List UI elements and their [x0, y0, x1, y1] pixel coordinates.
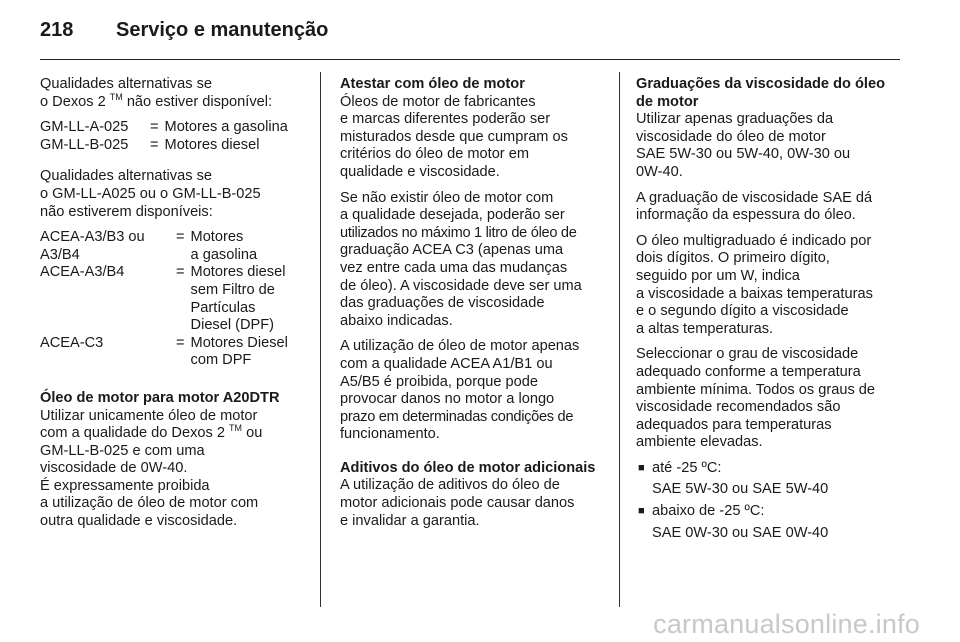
topping-up-para-2: Se não existir óleo de motor com a qualidade desejada, poderão ser utilizados no máximo 1 litro de óleo de graduação ACEA C3 (apenas uma vez entre cada uma das mudanças de óleo). A viscosidade deve ser uma das graduações de viscosidade abaixo indicadas. — [340, 189, 582, 329]
trademark-mark: TM — [109, 91, 123, 102]
a20dtr-body: Utilizar unicamente óleo de motor com a qualidade do Dexos 2 ™ ou GM-LL-B-025 e com uma viscosidade de 0W-40. É expressamente proibida a utilização de óleo de motor com outra qualidade e viscosidade. — [40, 407, 263, 530]
topping-up-para-3: A utilização de óleo de motor apenas com a qualidade ACEA A1/B1 ou A5/B5 é proibida, porque pode provocar danos no motor a longo prazo em determinadas condições de funcionamento. — [340, 338, 580, 443]
page-number: 218 — [40, 19, 74, 41]
section-heading-viscosity: Graduações da viscosidade do óleo de motor — [636, 76, 885, 110]
bullet-label: abaixo de -25 ºC: — [652, 503, 765, 520]
viscosity-para-4: Seleccionar o grau de viscosidade adequado conforme a temperatura ambiente mínima. Todos os graus de viscosidade recomendados são adequados para temperaturas ambiente elevadas. — [636, 346, 876, 451]
table-row — [40, 137, 288, 155]
page-title: Serviço e manutenção — [116, 19, 329, 41]
equals-sign: = — [150, 119, 159, 136]
section-heading-additives: Aditivos do óleo de motor adicionais — [340, 459, 596, 476]
alt-qualities-intro-2: Qualidades alternativas se o GM-LL-A025 ou o GM-LL-B-025 não estiverem disponíveis: — [40, 168, 261, 220]
spec-description: Motores diesel sem Filtro de Partículas Diesel (DPF) — [190, 264, 286, 334]
viscosity-para-1: Utilizar apenas graduações da viscosidade do óleo de motor SAE 5W-30 ou 5W-40, 0W-30 ou 0W-40. — [636, 111, 851, 180]
section-heading-a20dtr: Óleo de motor para motor A20DTR — [40, 389, 280, 406]
column-3 — [636, 76, 902, 546]
watermark: carmanualsonline.info — [653, 609, 920, 639]
square-bullet-icon: ■ — [638, 461, 645, 474]
bullet-value: SAE 0W-30 ou SAE 0W-40 — [652, 524, 829, 541]
spec-code: GM-LL-A-025 — [40, 119, 129, 136]
section-heading-topping-up: Atestar com óleo de motor — [340, 76, 525, 92]
equals-sign: = — [176, 229, 185, 246]
page-header — [40, 16, 328, 44]
equals-sign: = — [176, 334, 185, 351]
square-bullet-icon: ■ — [638, 505, 645, 518]
equals-sign: = — [150, 136, 159, 153]
bullet-label: até -25 ºC: — [652, 459, 722, 476]
viscosity-para-2: A graduação de viscosidade SAE dá informação da espessura do óleo. — [636, 189, 873, 224]
topping-up-para-1: Óleos de motor de fabricantes e marcas diferentes poderão ser misturados desde que cumpram os critérios do óleo de motor em qualidade e viscosidade. — [340, 93, 568, 180]
bullet-value: SAE 5W-30 ou SAE 5W-40 — [652, 481, 829, 498]
spec-code: GM-LL-B-025 — [40, 136, 129, 153]
column-divider-1 — [320, 72, 321, 607]
table-row — [40, 264, 288, 334]
spec-code: ACEA-A3/B4 — [40, 264, 125, 281]
additives-para: A utilização de aditivos do óleo de motor adicionais pode causar danos e invalidar a garantia. — [340, 477, 575, 529]
column-1 — [40, 76, 312, 539]
alt-qualities-table-2 — [40, 229, 288, 370]
table-row — [40, 229, 288, 264]
viscosity-para-3: O óleo multigraduado é indicado por dois dígitos. O primeiro dígito, seguido por um W, indica a viscosidade a baixas temperaturas e o segundo dígito a viscosidade a altas temperaturas. — [636, 232, 873, 337]
column-2 — [340, 76, 608, 538]
table-row — [40, 335, 288, 370]
trademark-mark: TM — [229, 423, 243, 434]
spec-description: Motores Diesel com DPF — [190, 334, 288, 369]
viscosity-bullet-list — [636, 460, 902, 542]
spec-code: ACEA-A3/B3 ou A3/B4 — [40, 229, 145, 263]
spec-description: Motores a gasolina — [164, 119, 288, 136]
column-divider-2 — [619, 72, 620, 607]
list-item — [636, 460, 902, 499]
list-item — [636, 503, 902, 542]
header-divider — [40, 59, 900, 60]
spec-description: Motores a gasolina — [190, 229, 258, 263]
table-row — [40, 119, 288, 137]
equals-sign: = — [176, 264, 185, 281]
alt-qualities-table-1 — [40, 119, 288, 154]
alt-qualities-intro-1: Qualidades alternativas se o Dexos 2 ™ não estiver disponível: — [40, 76, 273, 110]
spec-description: Motores diesel — [164, 136, 260, 153]
spec-code: ACEA-C3 — [40, 334, 104, 351]
